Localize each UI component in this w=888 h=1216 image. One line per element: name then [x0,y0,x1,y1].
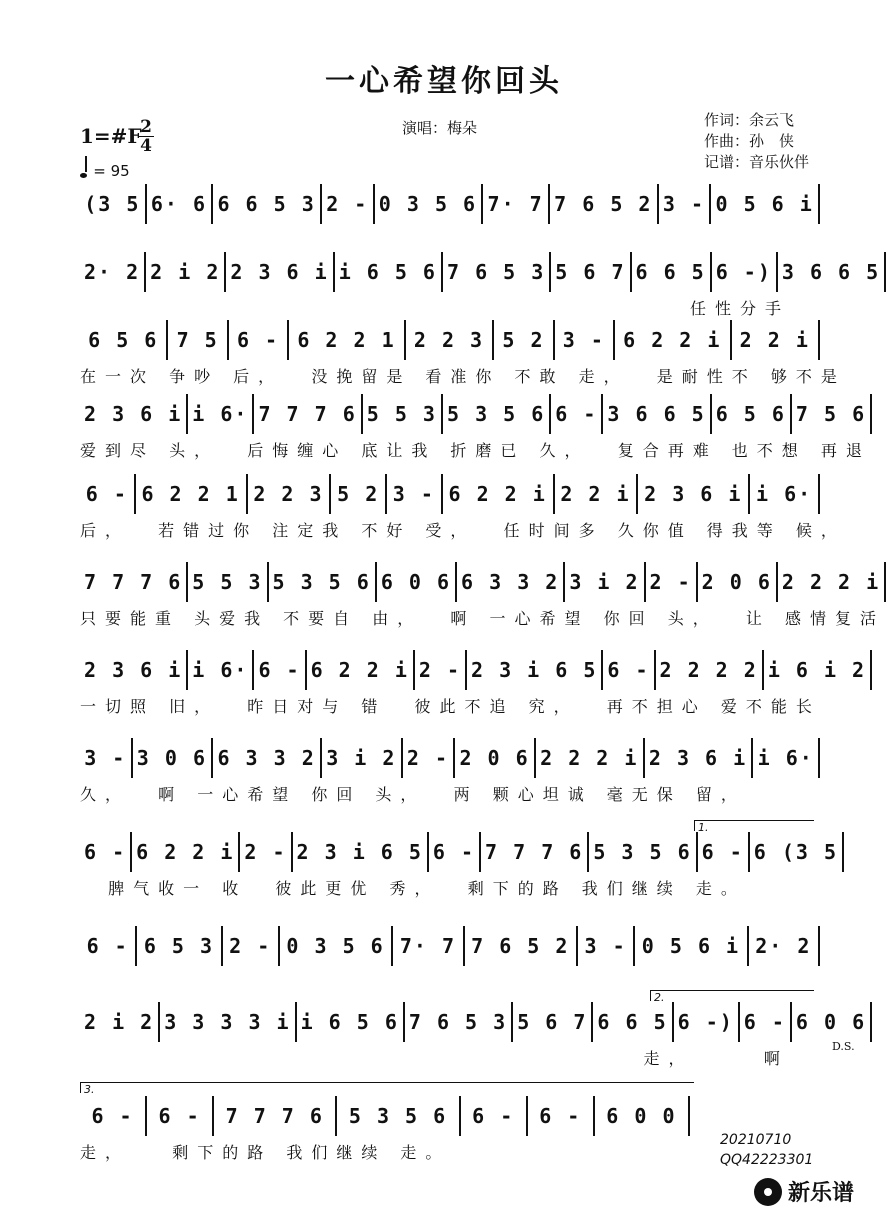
measure [80,738,133,778]
measure-notes: 5 6 7 [555,260,626,284]
measure [297,1002,405,1042]
measure [147,1096,214,1136]
site-logo [754,1176,854,1207]
measure [467,650,603,690]
measure [137,926,222,966]
volta-third: 3. [80,1082,694,1093]
measure-notes: 5 3 5 6 [348,1104,448,1128]
record-disc-icon [754,1178,782,1206]
time-signature-top: 2 [140,117,152,137]
measure-notes: 2 3 6 i [84,658,183,682]
dal-segno-mark: D.S. [832,1040,855,1053]
measure-notes: 5 6 7 [517,1010,588,1034]
lyric-line: 在一次 争吵 后， 没挽留是 看准你 不敢 走， 是耐性不 够不是 [80,367,846,386]
measure [307,650,415,690]
measure [289,320,406,360]
measure [168,320,228,360]
measure-notes: 6 - [158,1104,201,1128]
measure-notes: 2 2 3 [413,328,485,352]
measure-notes: 2 i 2 [150,260,221,284]
measure-notes: 6 2 2 i [623,328,722,352]
measure-notes: 7 7 7 6 [258,402,357,426]
measure [578,926,635,966]
measure-notes: 2 3 i 6 5 [471,658,598,682]
measure-notes: 2 3 6 i [648,746,748,770]
footer-date: 20210710 [720,1132,792,1148]
measure [188,650,254,690]
measure-notes: i 6 i 2 [767,658,867,682]
measure [80,394,188,434]
measure-notes: 0 3 5 6 [378,192,478,216]
measure [322,184,375,224]
measure-notes: 6 6 5 3 [217,192,316,216]
measure-notes: 6 - [472,1104,515,1128]
measure [457,562,565,602]
measure-notes: 6 - [86,934,129,958]
measure [146,252,226,292]
measure-notes: 6 0 6 [795,1010,867,1034]
measure [778,562,886,602]
measure-notes: 6 2 2 i [136,840,235,864]
measure [280,926,393,966]
measure [551,394,603,434]
score-row [80,926,820,966]
measure-notes: 3 - [584,934,627,958]
measure [764,650,872,690]
lyric-line: 后， 若错过你 注定我 不好 受， 任时间多 久你值 得我等 候， [80,521,846,540]
measure-notes: (3 5 [84,192,141,216]
measure-notes: 2 i 2 [84,1010,155,1034]
measure [565,562,645,602]
measure [483,184,550,224]
measure [455,738,536,778]
measure [293,832,429,872]
measure-notes: 6 3 3 2 [461,570,560,594]
measure [792,394,872,434]
measure-notes: 6 0 6 [380,570,452,594]
measure-notes: 2 2 2 i [781,570,881,594]
measure-notes: 5 5 3 [192,570,263,594]
measure [337,1096,460,1136]
measure [595,1096,690,1136]
logo-text: 新乐谱 [788,1181,855,1206]
measure-notes: 6 -) [677,1010,734,1034]
measure [712,394,792,434]
measure-notes: 2 - [229,934,272,958]
footer-info [720,1130,813,1170]
measure [188,394,254,434]
measure [80,1002,160,1042]
score-row [80,320,820,360]
measure-notes: 6 2 2 i [448,482,547,506]
measure-notes: 2 2 i [739,328,810,352]
score-row [80,474,820,514]
measure [740,1002,792,1042]
credits-block [704,110,809,173]
measure-notes: 2 3 6 i [84,402,183,426]
measure [133,738,214,778]
measure [269,562,377,602]
measure [750,832,844,872]
measure [80,650,188,690]
measure-notes: 3 3 3 3 i [164,1010,291,1034]
measure [188,562,268,602]
measure [555,474,639,514]
measure [80,926,137,966]
measure [603,650,655,690]
measure [147,184,214,224]
measure [377,562,457,602]
measure [443,474,555,514]
measure-notes: 2 0 6 [701,570,772,594]
measure-notes: 3 6 6 5 [607,402,706,426]
measure-notes: 7 6 5 2 [554,192,653,216]
measure [229,320,289,360]
measure-notes: 2· 2 [755,934,812,958]
lyric-line: 任性分手 [690,299,791,318]
measure [322,738,403,778]
measure [80,474,136,514]
measure-notes: 2 - [244,840,287,864]
lyricist-credit: 作词：余云飞 [704,111,795,129]
measure-notes: 6· 6 [150,192,208,216]
measure [443,252,551,292]
measure [792,1002,872,1042]
score-row [80,832,839,872]
measure-notes: 3 - [562,328,605,352]
measure [248,474,332,514]
measure [429,832,481,872]
measure-notes: 5 3 5 6 [593,840,692,864]
volta-second: 2. [650,990,814,1001]
key-signature: 1=#F [80,124,142,148]
measure [646,562,698,602]
measure-notes: 0 5 6 i [641,934,741,958]
measure-notes: 6 - [539,1104,582,1128]
measure [132,832,240,872]
measure [136,474,248,514]
tempo-marking [80,160,130,180]
measure-notes: 6 5 3 [143,934,215,958]
measure [443,394,551,434]
measure [240,832,292,872]
measure-notes: 2 2 i [560,482,631,506]
measure [80,184,147,224]
transcriber-credit: 记谱：音乐伙伴 [704,153,810,171]
measure [494,320,554,360]
measure [405,1002,513,1042]
lyric-line: 爱到尽 头， 后悔缠心 底让我 折磨已 久， 复合再难 也不想 再退 [80,441,871,460]
measure-notes: 6 - [432,840,476,864]
measure [415,650,467,690]
measure [551,252,631,292]
measure [603,394,711,434]
measure-notes: 2 2 3 [253,482,324,506]
measure [645,738,754,778]
measure [406,320,494,360]
measure-notes: 6 - [258,658,301,682]
measure-notes: 3 - [84,746,127,770]
measure [363,394,443,434]
score-row [80,184,820,224]
measure-notes: 5 3 5 6 [446,402,546,426]
measure-notes: 3 i 2 [326,746,397,770]
lyric-line: 一切照 旧， 昨日对与 错 彼此不追 究， 再不担心 爱不能长 [80,697,821,716]
measure-notes: 6 0 0 [606,1104,677,1128]
measure-notes: i 6· [192,402,249,426]
measure [226,252,334,292]
lyric-line: 走， 剩下的路 我们继续 走。 [80,1143,451,1162]
measure-notes: 5 2 [337,482,380,506]
score-row [80,738,820,778]
measure-notes: 6 - [555,402,598,426]
measure [513,1002,593,1042]
score-row [80,252,881,292]
measure [331,474,387,514]
time-signature-bottom: 4 [138,136,154,155]
measure-notes: 6 6 5 [635,260,706,284]
measure [753,738,820,778]
measure [80,320,168,360]
measure [698,562,778,602]
measure [536,738,645,778]
volta-first: 1. [694,820,814,831]
measure-notes: 2 3 6 i [644,482,743,506]
measure [80,252,146,292]
measure [80,1096,147,1136]
measure-notes: 2 3 i 6 5 [296,840,423,864]
score-row [80,650,867,690]
measure-notes: 5 2 [502,328,545,352]
score-row [80,1002,867,1042]
measure [214,1096,337,1136]
measure-notes: 7 7 7 6 [84,570,183,594]
measure-notes: 6 - [84,840,127,864]
measure-notes: 2 - [326,192,369,216]
measure [465,926,578,966]
measure [403,738,456,778]
measure-notes: 6 2 2 1 [141,482,240,506]
measure-notes: 0 3 5 6 [286,934,385,958]
measure-notes: 6 - [701,840,744,864]
measure [550,184,659,224]
measure [213,738,322,778]
measure [80,562,188,602]
footer-qq: QQ42223301 [720,1152,814,1168]
measure-notes: 7 5 6 [795,402,867,426]
tempo-value: = 95 [93,162,130,180]
measure-notes: 7· 7 [399,934,456,958]
singer-credit: 演唱：梅朵 [402,119,478,137]
measure [632,252,712,292]
measure-notes: 3 0 6 [136,746,208,770]
measure-notes: 6 5 6 [88,328,159,352]
measure [732,320,820,360]
measure-notes: 6 3 3 2 [217,746,316,770]
measure [593,1002,673,1042]
measure-notes: 6 - [85,482,128,506]
measure-notes: 3 i 2 [569,570,640,594]
measure [393,926,464,966]
measure [375,184,484,224]
measure-notes: i 6· [755,482,813,506]
measure [656,650,764,690]
measure-notes: 6 - [743,1010,786,1034]
measure-notes: 7 6 5 3 [408,1010,508,1034]
quarter-note-icon [80,173,87,178]
measure-notes: 6 - [91,1104,134,1128]
score-row [80,394,867,434]
measure [555,320,615,360]
measure-notes: 5 3 5 6 [272,570,371,594]
measure [80,832,132,872]
lyric-line: 只要能重 头爱我 不要自 由， 啊 一心希望 你回 头， 让 感情复活 [80,609,885,628]
lyric-line: 脾气收一 收 彼此更优 秀， 剩下的路 我们继续 走。 [80,879,746,898]
measure [750,474,820,514]
measure [387,474,443,514]
measure-notes: i 6· [192,658,249,682]
measure [712,252,778,292]
measure-notes: 7 7 7 6 [485,840,584,864]
measure-notes: 7 6 5 2 [471,934,570,958]
measure [674,1002,740,1042]
measure [223,926,280,966]
measure [254,394,362,434]
score-row [80,562,881,602]
measure [481,832,589,872]
measure-notes: 2 - [418,658,462,682]
measure-notes: 6 -) [715,260,772,284]
measure [254,650,306,690]
lyric-line: 走， 啊 [80,1049,789,1068]
score-row [80,1096,690,1136]
measure [749,926,820,966]
time-signature [138,118,154,155]
measure-notes: 3 6 6 5 [781,260,881,284]
measure [335,252,443,292]
measure-notes: 6 5 6 [715,402,786,426]
measure-notes: 3 - [662,192,706,216]
measure-notes: 3 - [392,482,435,506]
measure [589,832,697,872]
measure [213,184,322,224]
measure-notes: 7 7 7 6 [225,1104,324,1128]
measure [528,1096,595,1136]
measure [615,320,732,360]
composer-credit: 作曲：孙 侠 [704,132,795,150]
measure-notes: 2 2 2 i [540,746,639,770]
measure-notes: 6 (3 5 [753,840,839,864]
measure-notes: 6 2 2 i [310,658,409,682]
measure [635,926,748,966]
score-title: 一心希望你回头 [325,64,563,99]
measure-notes: 6 2 2 1 [297,328,396,352]
measure [698,832,750,872]
measure-notes: 2 - [649,570,692,594]
measure [711,184,820,224]
measure-notes: 6 - [607,658,650,682]
measure-notes: 7 5 [176,328,219,352]
measure-notes: 7· 7 [487,192,544,216]
measure [461,1096,528,1136]
measure-notes: 0 5 6 i [715,192,814,216]
measure-notes: 2 2 2 2 [659,658,758,682]
measure [160,1002,296,1042]
measure-notes: 2 - [406,746,450,770]
measure-notes: i 6 5 6 [338,260,437,284]
measure-notes: 5 5 3 [366,402,437,426]
measure-notes: 2 0 6 [459,746,530,770]
measure-notes: 7 6 5 3 [446,260,546,284]
measure-notes: i 6 5 6 [300,1010,399,1034]
measure-notes: i 6· [757,746,814,770]
measure-notes: 6 - [236,328,280,352]
measure [778,252,886,292]
measure-notes: 2· 2 [84,260,141,284]
measure [638,474,750,514]
measure-notes: 6 6 5 [597,1010,668,1034]
measure-notes: 2 3 6 i [230,260,329,284]
measure [659,184,712,224]
lyric-line: 久， 啊 一心希望 你回 头， 两 颗心坦诚 毫无保 留， [80,785,746,804]
